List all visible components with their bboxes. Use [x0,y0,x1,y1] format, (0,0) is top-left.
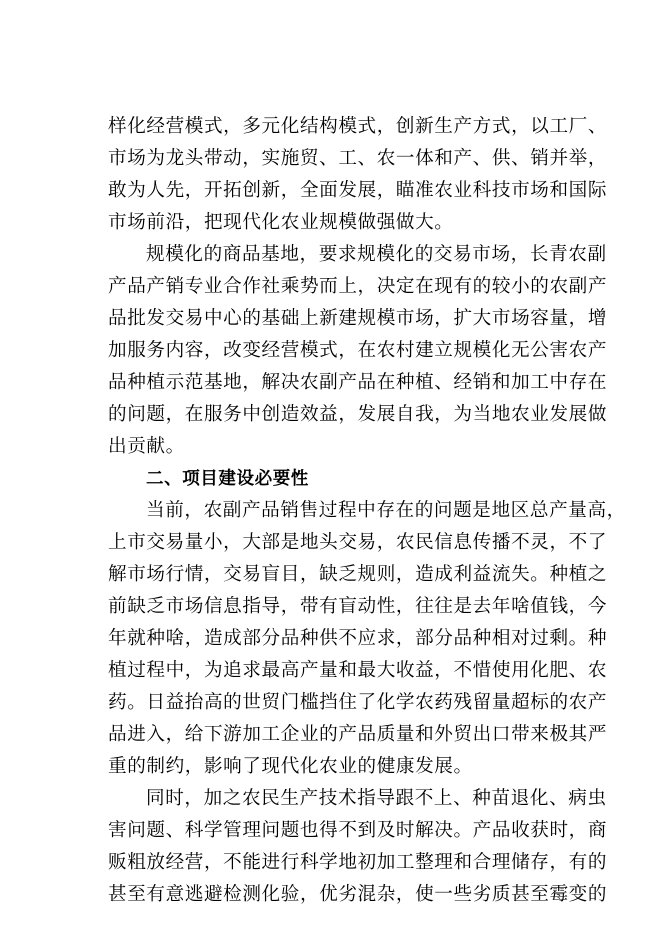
text-line: 重的制约，影响了现代化农业的健康发展。 [108,756,473,777]
text-line: 的问题，在服务中创造效益，发展自我，为当地农业发展做 [108,404,608,425]
text-line: 加服务内容，改变经营模式，在农村建立规模化无公害农产 [108,340,608,361]
text-line: 出贡献。 [108,436,185,457]
text-line: 产品产销专业合作社乘势而上，决定在现有的较小的农副产 [108,276,608,297]
text-line: 年就种啥，造成部分品种供不应求，部分品种相对过剩。种 [108,628,608,649]
text-line: 甚至有意逃避检测化验，优劣混杂，使一些劣质甚至霉变的 [108,884,608,905]
text-line: 品进入，给下游加工企业的产品质量和外贸出口带来极其严 [108,724,608,745]
text-line: 市场前沿，把现代化农业规模做强做大。 [108,212,454,233]
text-line: 品种植示范基地，解决农副产品在种植、经销和加工中存在 [108,372,608,393]
paragraph-first-line: 同时，加之农民生产技术指导跟不上、种苗退化、病虫 [146,788,607,809]
text-line: 解市场行情，交易盲目，缺乏规则，造成利益流失。种植之 [108,564,608,585]
text-line: 前缺乏市场信息指导，带有盲动性，往往是去年啥值钱，今 [108,596,608,617]
text-line: 上市交易量小，大部是地头交易，农民信息传播不灵，不了 [108,532,608,553]
text-line: 品批发交易中心的基础上新建规模市场，扩大市场容量，增 [108,308,608,329]
text-line: 敢为人先，开拓创新，全面发展，瞄准农业科技市场和国际 [108,180,608,201]
section-heading: 二、项目建设必要性 [146,469,309,489]
text-line: 植过程中，为追求最高产量和最大收益，不惜使用化肥、农 [108,660,608,681]
text-line: 市场为龙头带动，实施贸、工、农一体和产、供、销并举， [108,148,608,169]
paragraph-first-line: 当前，农副产品销售过程中存在的问题是地区总产量高， [146,500,626,521]
paragraph-first-line: 规模化的商品基地，要求规模化的交易市场，长青农副 [146,244,607,265]
text-line: 害问题、科学管理问题也得不到及时解决。产品收获时，商 [108,820,608,841]
text-line: 样化经营模式，多元化结构模式，创新生产方式，以工厂、 [108,116,608,137]
text-line: 贩粗放经营，不能进行科学地初加工整理和合理储存，有的 [108,852,608,873]
text-line: 药。日益抬高的世贸门槛挡住了化学农药残留量超标的农产 [108,692,608,713]
